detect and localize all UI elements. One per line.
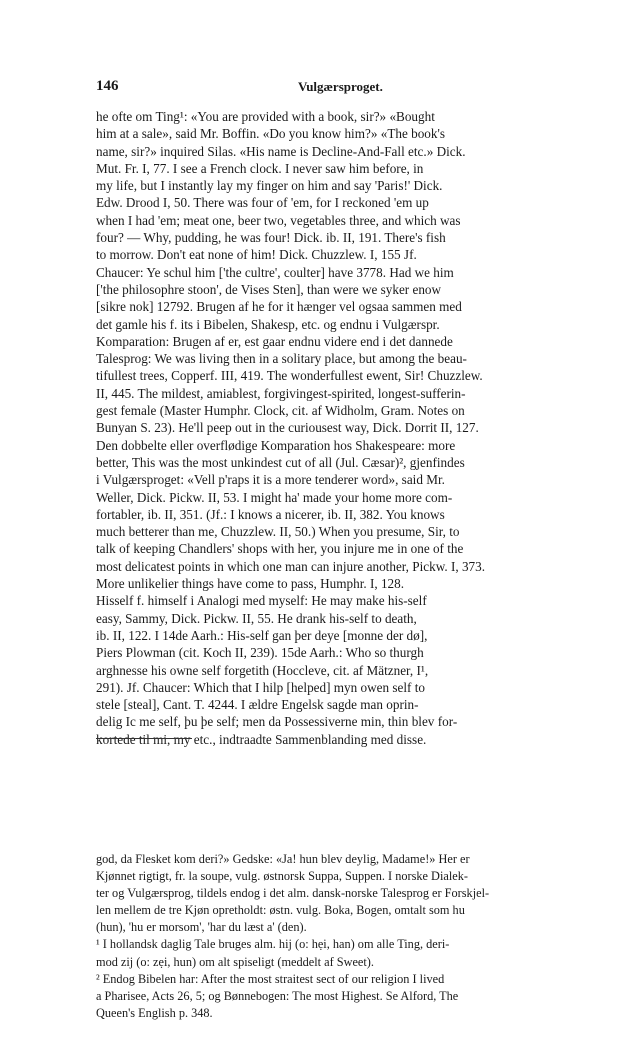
text-line: delig Ic me self, þu þe self; men da Possessiverne min, thin blev for-	[96, 714, 458, 730]
footnote-line: Queen's English p. 348.	[96, 1005, 213, 1020]
text-line: Bunyan S. 23). He'll peep out in the curiousest way, Dick. Dorrit II, 127.	[96, 420, 479, 436]
footnote-line: ter og Vulgærsprog, tildels endog i det alm. dansk-norske Talesprog er Forskjel-	[96, 886, 490, 901]
text-line: ['the philosophre stoon', de Vises Sten], than were we syker enow	[96, 281, 442, 297]
footnote-line: Kjønnet rigtigt, fr. la soupe, vulg. østnorsk Suppa, Suppen. I norske Dialek-	[96, 869, 468, 884]
text-line: to morrow. Don't eat none of him! Dick. Chuzzlew. I, 155 Jf.	[96, 247, 417, 263]
main-text	[96, 108, 538, 748]
footnote-line: god, da Flesket kom deri?» Gedske: «Ja! hun blev deylig, Madame!» Her er	[96, 852, 470, 866]
text-line: [sikre nok] 12792. Brugen af he for it hænger vel ogsaa sammen med	[96, 299, 462, 315]
text-line: 291). Jf. Chaucer: Which that I hilp [helped] myn owen self to	[96, 679, 425, 695]
text-line: name, sir?» inquired Silas. «His name is Decline-And-Fall etc.» Dick.	[96, 143, 466, 159]
text-line: gest female (Master Humphr. Clock, cit. af Widholm, Gram. Notes on	[96, 403, 465, 419]
text-line: Komparation: Brugen af er, est gaar endnu videre end i det dannede	[96, 333, 453, 349]
text-line: kortede til mi, my etc., indtraadte Sammenblanding med disse.	[96, 731, 427, 747]
footnote-line: (hun), 'hu er morsom', 'har du læst a' (den).	[96, 920, 307, 935]
text-line: i Vulgærsproget: «Vell p'raps it is a more tenderer word», said Mr.	[96, 472, 445, 488]
text-line: Den dobbelte eller overflødige Komparation hos Shakespeare: more	[96, 437, 456, 453]
text-line: he ofte om Ting¹: «You are provided with a book, sir?» «Bought	[96, 109, 435, 124]
text-line: Chaucer: Ye schul him ['the cultre', coulter] have 3778. Had we him	[96, 264, 454, 280]
text-line: stele [steal], Cant. T. 4244. I ældre Engelsk sagde man oprin-	[96, 697, 419, 713]
text-line: det gamle his f. its i Bibelen, Shakesp, etc. og endnu i Vulgærspr.	[96, 316, 440, 332]
text-line: Hisself f. himself i Analogi med myself: He may make his-self	[96, 593, 427, 609]
footnote-line: ¹ I hollandsk daglig Tale bruges alm. hij (o: hẹi, han) om alle Ting, deri-	[96, 937, 450, 952]
text-line: better, This was the most unkindest cut of all (Jul. Cæsar)², gjenfindes	[96, 454, 465, 470]
text-line: tifullest trees, Copperf. III, 419. The wonderfullest ewent, Sir! Chuzzlew.	[96, 368, 483, 384]
running-head: Vulgærsproget.	[298, 79, 383, 94]
text-line: Mut. Fr. I, 77. I see a French clock. I never saw him before, in	[96, 160, 424, 176]
text-line: Talesprog: We was living then in a solitary place, but among the beau-	[96, 351, 467, 367]
footnote-line: len mellem de tre Kjøn opretholdt: østn. vulg. Boka, Bogen, omtalt som hu	[96, 903, 465, 918]
text-line: More unlikelier things have come to pass, Humphr. I, 128.	[96, 576, 405, 592]
text-line: much betterer than me, Chuzzlew. II, 50.) When you presume, Sir, to	[96, 524, 460, 540]
footnotes	[96, 851, 538, 1022]
text-line: him at a sale», said Mr. Boffin. «Do you know him?» «The book's	[96, 126, 445, 142]
text-line: talk of keeping Chandlers' shops with her, you injure me in one of the	[96, 541, 464, 557]
text-line: when I had 'em; meat one, beer two, vegetables three, and which was	[96, 212, 461, 228]
footnote-line: a Pharisee, Acts 26, 5; og Bønnebogen: The most Highest. Se Alford, The	[96, 988, 459, 1003]
page-header	[96, 78, 538, 98]
footnote-line: ² Endog Bibelen har: After the most straitest sect of our religion I lived	[96, 971, 445, 986]
text-line: my life, but I instantly lay my finger on him and say 'Paris!' Dick.	[96, 178, 443, 194]
text-line: Weller, Dick. Pickw. II, 53. I might ha' made your home more com-	[96, 489, 453, 505]
text-line: four? — Why, pudding, he was four! Dick. ib. II, 191. There's fish	[96, 230, 446, 246]
text-line: arghnesse his owne self forgetith (Hoccleve, cit. af Mätzner, I¹,	[96, 662, 429, 678]
text-line: fortabler, ib. II, 351. (Jf.: I knows a nicerer, ib. II, 382. You knows	[96, 506, 445, 522]
text-line: Piers Plowman (cit. Koch II, 239). 15de Aarh.: Who so thurgh	[96, 645, 424, 661]
footnote-line: mod zij (o: zẹi, hun) om alt spiseligt (meddelt af Sweet).	[96, 954, 374, 969]
text-line: Edw. Drood I, 50. There was four of 'em, for I reckoned 'em up	[96, 195, 429, 211]
page-number: 146	[96, 78, 119, 94]
text-line: most delicatest points in which one man can injure another, Pickw. I, 373.	[96, 558, 486, 574]
text-line: easy, Sammy, Dick. Pickw. II, 55. He drank his-self to death,	[96, 610, 417, 626]
footnote-divider	[96, 738, 192, 739]
text-line: II, 445. The mildest, amiablest, forgivingest-spirited, longest-sufferin-	[96, 385, 466, 401]
text-line: ib. II, 122. I 14de Aarh.: His-self gan þer deye [monne der dø],	[96, 627, 428, 643]
